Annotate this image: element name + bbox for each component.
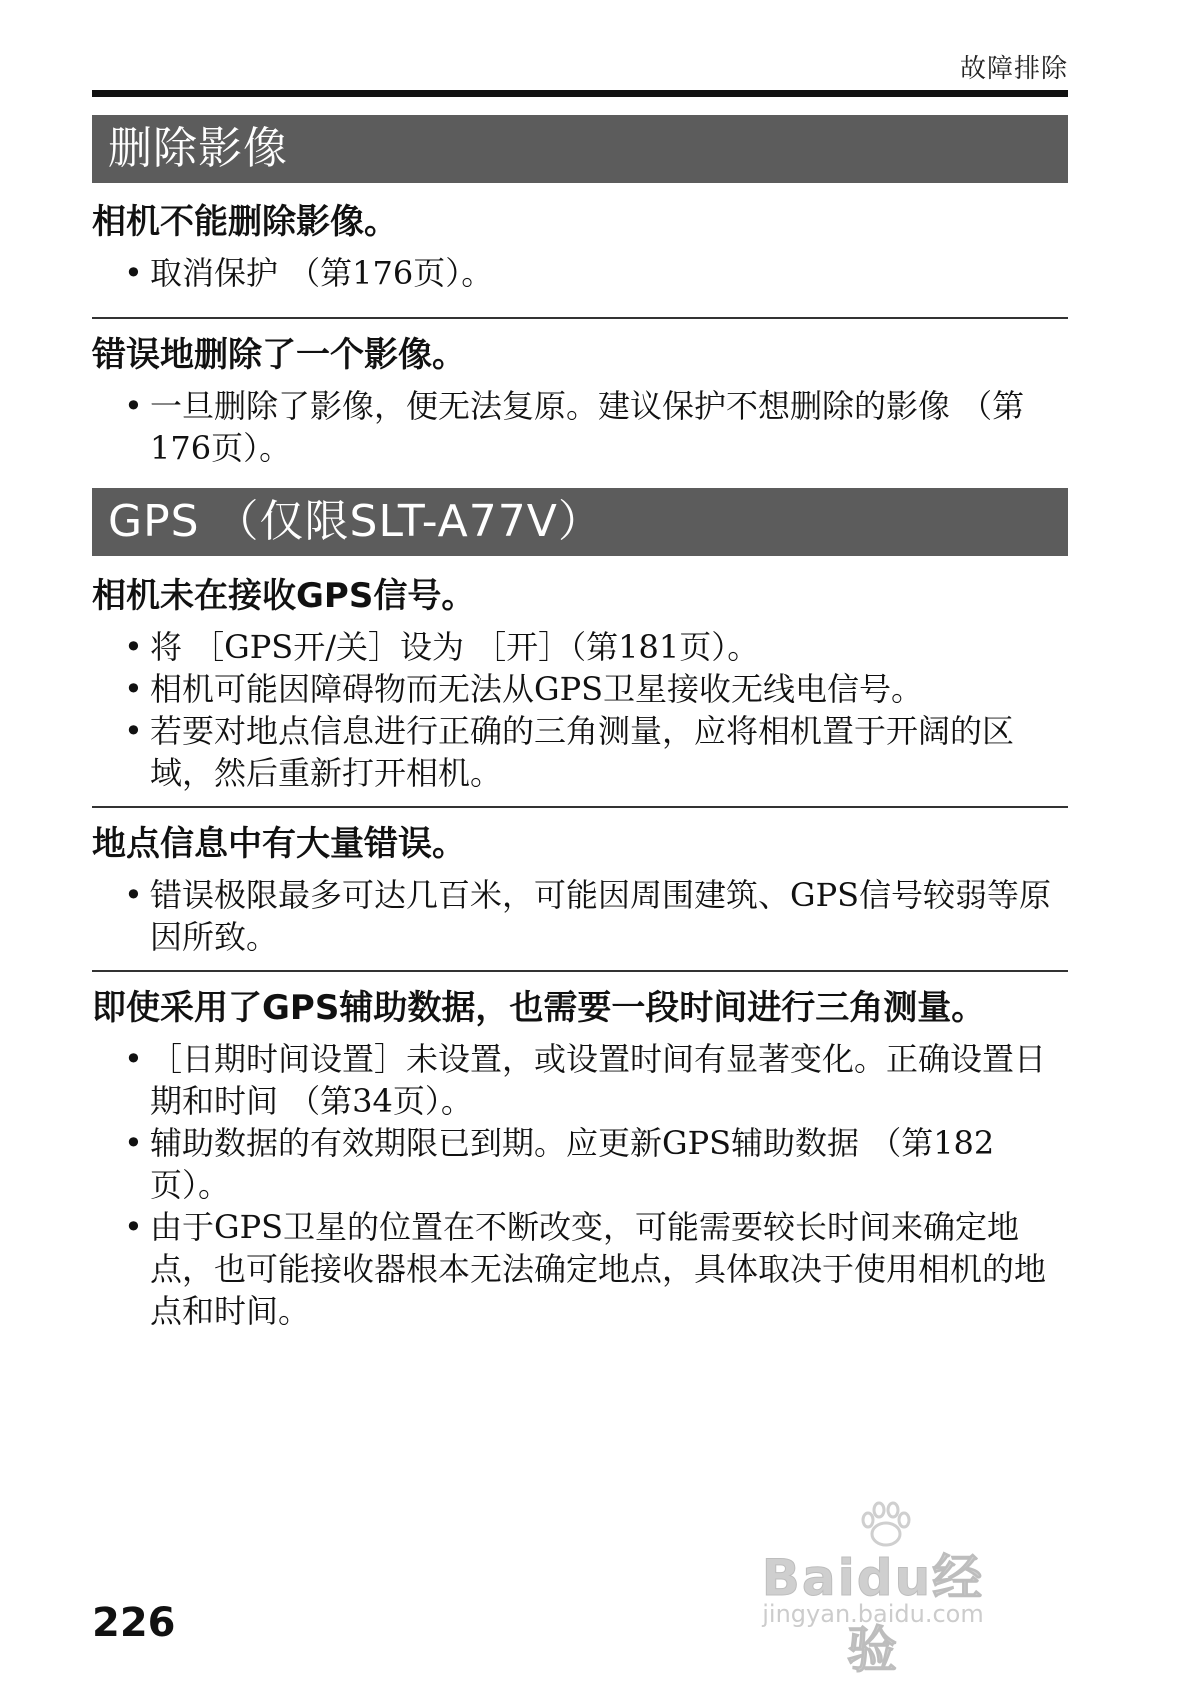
bullet-list (92, 874, 1068, 958)
bullet-icon: • (124, 628, 143, 666)
topic-title: 错误地删除了一个影像。 (92, 335, 466, 375)
bullet-icon: • (124, 1208, 143, 1246)
topic-divider (92, 317, 1068, 319)
bullet-icon: • (124, 1124, 143, 1162)
topic-location-errors (92, 806, 1068, 958)
bullet-list (92, 626, 1068, 794)
bullet-list (92, 252, 1068, 294)
topic-deleted-by-mistake (92, 317, 1068, 469)
bullet-list (92, 385, 1068, 469)
list-item: • ［日期时间设置］未设置，或设置时间有显著变化。正确设置日期和时间 （第34页）。 (124, 1040, 1047, 1120)
topic-cannot-delete (92, 198, 1068, 294)
watermark-url: jingyan.baidu.com (762, 1600, 984, 1628)
topic-no-gps-signal (92, 572, 1068, 794)
list-item: • 辅助数据的有效期限已到期。应更新GPS辅助数据 （第182页）。 (124, 1124, 995, 1204)
topic-title: 相机未在接收GPS信号。 (92, 576, 476, 616)
topic-title: 相机不能删除影像。 (92, 202, 398, 242)
list-item: • 将 ［GPS开/关］设为 ［开］（第181页）。 (124, 628, 760, 666)
bullet-icon: • (124, 254, 143, 292)
bullet-icon: • (124, 1040, 143, 1078)
list-item: • 若要对地点信息进行正确的三角测量，应将相机置于开阔的区域，然后重新打开相机。 (124, 712, 1015, 792)
list-item: • 取消保护 （第176页）。 (124, 254, 494, 292)
topic-assist-data-delay (92, 970, 1068, 1332)
bullet-icon: • (124, 876, 143, 914)
running-header: 故障排除 (959, 54, 1068, 84)
page-number: 226 (92, 1600, 176, 1646)
topic-title: 地点信息中有大量错误。 (92, 824, 466, 864)
section-title-delete-images: 删除影像 (92, 115, 1068, 183)
manual-page (92, 0, 1068, 1680)
header-rule (92, 90, 1068, 97)
bullet-list (92, 1038, 1068, 1332)
bullet-icon: • (124, 387, 143, 425)
bullet-icon: • (124, 670, 143, 708)
list-item: • 一旦删除了影像，便无法复原。建议保护不想删除的影像 （第176页）。 (124, 387, 1025, 467)
bullet-icon: • (124, 712, 143, 750)
watermark-brand: Baidu经验 (761, 1549, 985, 1679)
list-item: • 相机可能因障碍物而无法从GPS卫星接收无线电信号。 (124, 670, 924, 708)
list-item: • 由于GPS卫星的位置在不断改变，可能需要较长时间来确定地点，也可能接收器根本无法确定地点，具体取决于使用相机的地点和时间。 (124, 1208, 1047, 1330)
topic-title: 即使采用了GPS辅助数据，也需要一段时间进行三角测量。 (92, 988, 986, 1028)
baidu-watermark (738, 1500, 1008, 1679)
topic-divider (92, 970, 1068, 972)
topic-divider (92, 806, 1068, 808)
section-title-gps: GPS （仅限SLT-A77V） (92, 488, 1068, 556)
list-item: • 错误极限最多可达几百米，可能因周围建筑、GPS信号较弱等原因所致。 (124, 876, 1052, 956)
